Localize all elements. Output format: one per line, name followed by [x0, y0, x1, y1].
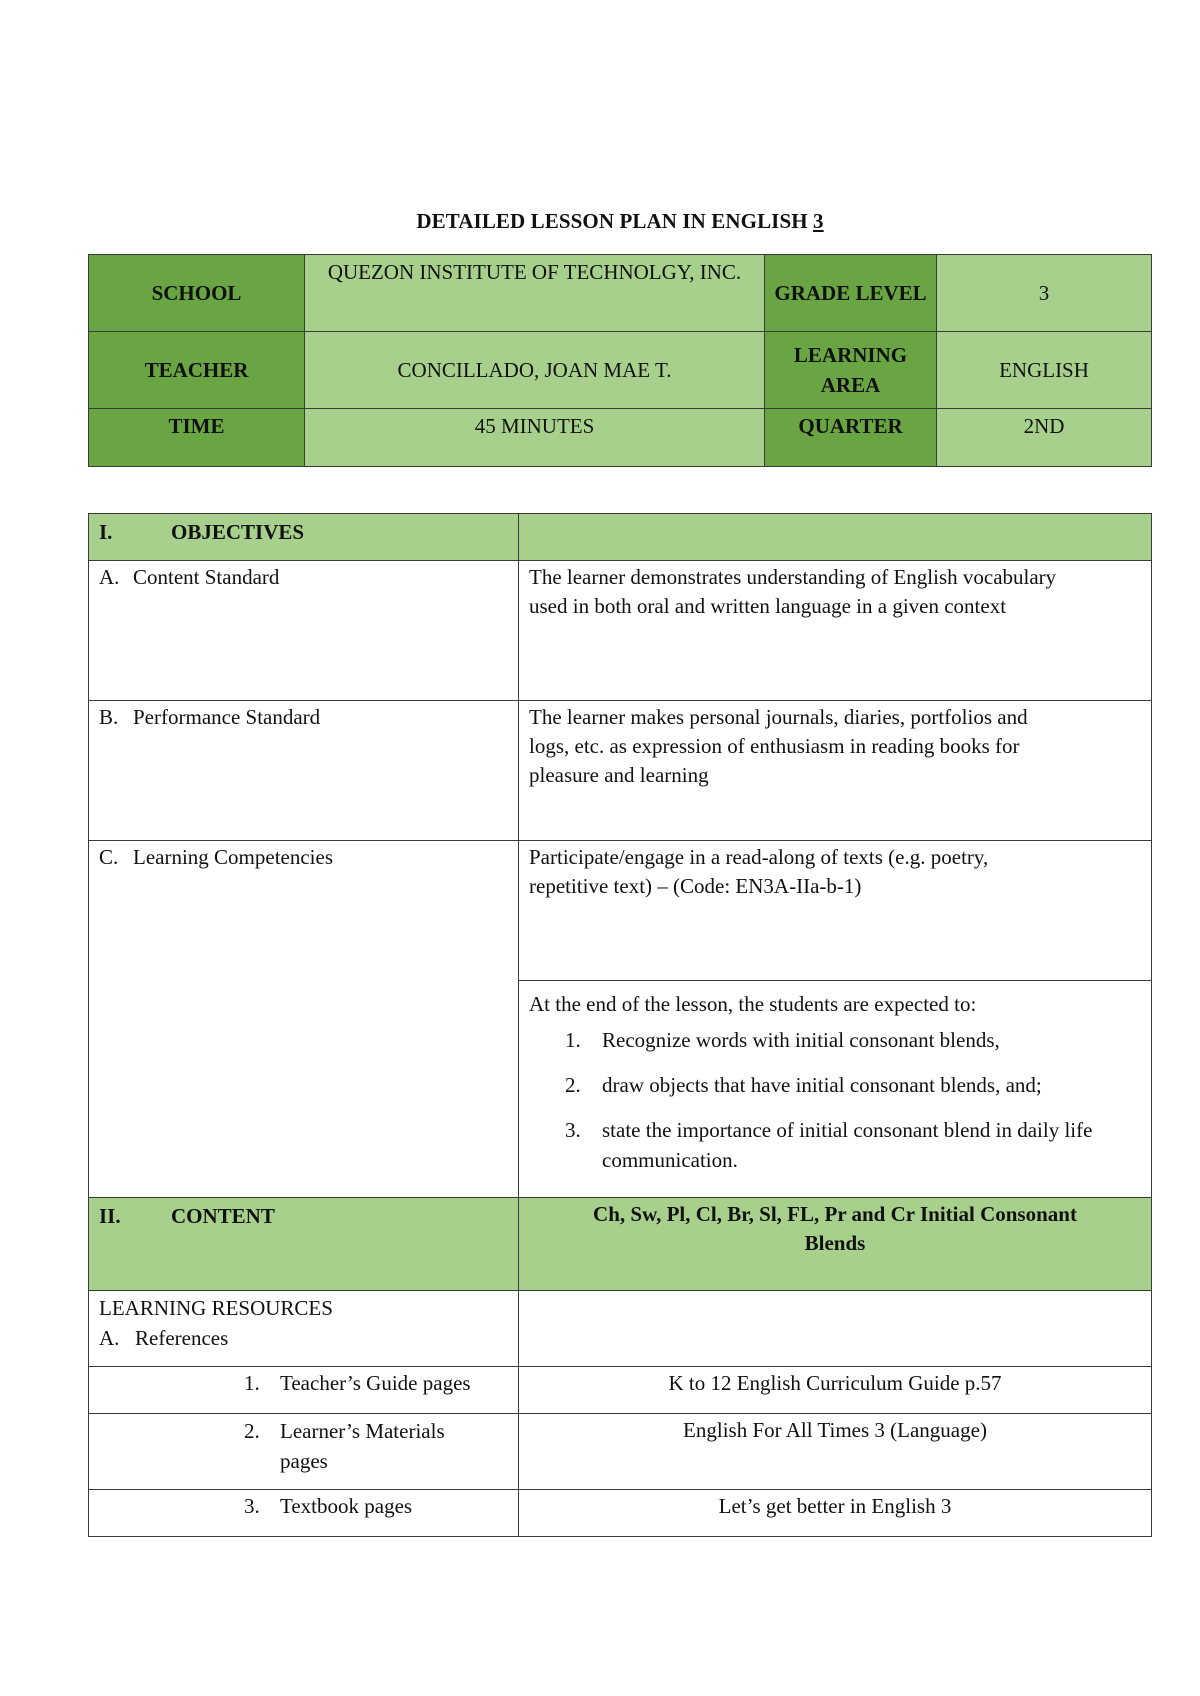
reference-value: English For All Times 3 (Language)	[519, 1414, 1152, 1490]
objective-number: 1.	[565, 1028, 581, 1052]
reference-label-cell	[89, 1414, 519, 1490]
reference-number: 3.	[244, 1494, 260, 1518]
time-label: TIME	[89, 409, 305, 467]
content-number: II.	[99, 1204, 121, 1228]
reference-label-cell	[89, 1367, 519, 1414]
references-label: References	[135, 1326, 229, 1350]
content-heading-text: CONTENT	[171, 1204, 275, 1228]
performance-standard-label-cell	[89, 701, 519, 841]
objective-item	[529, 1070, 1141, 1100]
resources-heading-cell	[89, 1291, 519, 1367]
quarter-label: QUARTER	[765, 409, 937, 467]
content-row	[89, 1198, 1152, 1291]
objectives-list	[529, 1025, 1141, 1175]
reference-label-cell	[89, 1490, 519, 1537]
objective-text: state the importance of initial consonant blend in daily life communication.	[602, 1118, 1093, 1172]
info-table	[88, 254, 1152, 467]
content-topic: Ch, Sw, Pl, Cl, Br, Sl, FL, Pr and Cr Initial Consonant Blends	[519, 1198, 1152, 1291]
reference-number: 2.	[244, 1419, 260, 1443]
resources-row	[89, 1291, 1152, 1367]
time-value: 45 MINUTES	[305, 409, 765, 467]
objectives-header-row	[89, 514, 1152, 561]
school-label: SCHOOL	[89, 255, 305, 332]
reference-value: K to 12 English Curriculum Guide p.57	[519, 1367, 1152, 1414]
objectives-heading	[89, 514, 519, 561]
competencies-letter: C.	[99, 845, 119, 869]
content-standard-letter: A.	[99, 565, 120, 589]
reference-row	[89, 1367, 1152, 1414]
references-heading	[99, 1323, 508, 1353]
reference-label: Textbook pages	[280, 1494, 413, 1518]
grade-label: GRADE LEVEL	[765, 255, 937, 332]
objective-item	[529, 1115, 1141, 1175]
teacher-label: TEACHER	[89, 332, 305, 409]
competencies-row	[89, 841, 1152, 981]
references-letter: A.	[99, 1326, 120, 1350]
objective-number: 2.	[565, 1073, 581, 1097]
content-standard-row	[89, 561, 1152, 701]
content-standard-text: The learner demonstrates understanding of English vocabulary used in both oral and written language in a given context	[519, 561, 1152, 701]
objective-number: 3.	[565, 1118, 581, 1142]
performance-standard-letter: B.	[99, 705, 119, 729]
info-row-school	[89, 255, 1152, 332]
objectives-heading-text: OBJECTIVES	[171, 520, 305, 544]
objectives-header-blank	[519, 514, 1152, 561]
area-label: LEARNING AREA	[765, 332, 937, 409]
info-row-teacher	[89, 332, 1152, 409]
reference-label: Learner’s Materials pages	[280, 1419, 445, 1473]
objectives-number: I.	[99, 520, 113, 544]
competencies-text: Participate/engage in a read-along of texts (e.g. poetry, repetitive text) – (Code: EN3A-IIa-b-1)	[519, 841, 1152, 981]
teacher-value: CONCILLADO, JOAN MAE T.	[305, 332, 765, 409]
performance-standard-row	[89, 701, 1152, 841]
objective-item	[529, 1025, 1141, 1055]
competencies-label-cell	[89, 841, 519, 1198]
performance-standard-label: Performance Standard	[133, 705, 321, 729]
page-title	[0, 209, 1200, 234]
resources-blank	[519, 1291, 1152, 1367]
competencies-objectives-cell	[519, 981, 1152, 1198]
info-row-time	[89, 409, 1152, 467]
reference-value: Let’s get better in English 3	[519, 1490, 1152, 1537]
reference-row	[89, 1490, 1152, 1537]
title-text: DETAILED LESSON PLAN IN ENGLISH	[416, 209, 814, 233]
competencies-label: Learning Competencies	[133, 845, 334, 869]
objectives-intro: At the end of the lesson, the students are expected to:	[529, 992, 977, 1016]
resources-heading: LEARNING RESOURCES	[99, 1296, 333, 1320]
reference-number: 1.	[244, 1371, 260, 1395]
reference-row	[89, 1414, 1152, 1490]
lesson-table	[88, 513, 1152, 1537]
reference-label: Teacher’s Guide pages	[280, 1371, 471, 1395]
quarter-value: 2ND	[937, 409, 1152, 467]
school-value: QUEZON INSTITUTE OF TECHNOLGY, INC.	[305, 255, 765, 332]
reference-label-wrap	[244, 1416, 508, 1476]
objective-text: Recognize words with initial consonant blends,	[602, 1028, 1000, 1052]
content-standard-label: Content Standard	[133, 565, 280, 589]
grade-value: 3	[937, 255, 1152, 332]
performance-standard-text: The learner makes personal journals, diaries, portfolios and logs, etc. as expression of enthusiasm in reading books for pleasure and learning	[519, 701, 1152, 841]
title-grade: 3	[813, 209, 824, 233]
objective-text: draw objects that have initial consonant blends, and;	[602, 1073, 1042, 1097]
area-value: ENGLISH	[937, 332, 1152, 409]
content-heading	[89, 1198, 519, 1291]
content-standard-label-cell	[89, 561, 519, 701]
